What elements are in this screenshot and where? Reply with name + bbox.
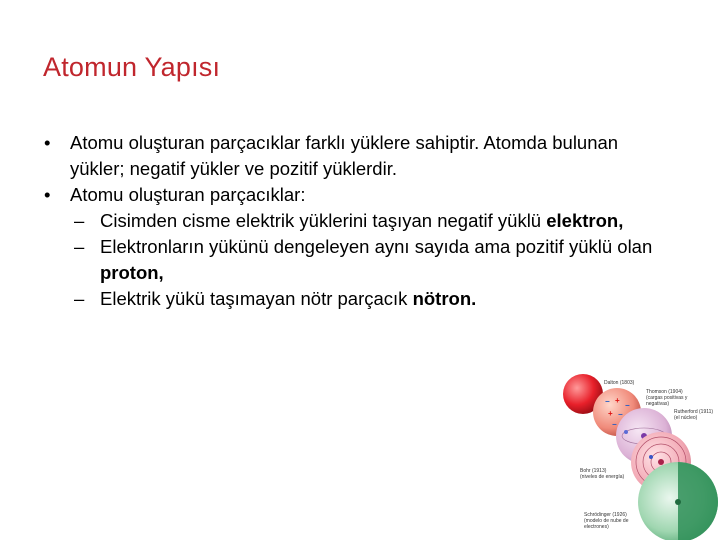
caption-rutherford-1: Rutherford (1911) (674, 409, 714, 415)
bullet-2 (44, 182, 674, 208)
caption-thomson-1: Thomson (1904) (646, 389, 683, 395)
sub-bullet-1-bold: elektron, (546, 210, 624, 231)
slide-body (44, 130, 674, 312)
svg-text:−: − (605, 397, 610, 406)
caption-schrodinger-2: (modelo de nube de (584, 518, 629, 524)
caption-thomson-2: (cargas positivas y (646, 395, 688, 401)
caption-bohr-2: (niveles de energía) (580, 474, 625, 480)
sub-bullet-3-text: Elektrik yükü taşımayan nötr parçacık (100, 288, 413, 309)
bullet-2-text: Atomu oluşturan parçacıklar: (70, 184, 306, 205)
svg-text:−: − (618, 410, 623, 419)
caption-rutherford-2: (el núcleo) (674, 415, 698, 421)
sub-bullet-2 (44, 234, 674, 286)
dash-icon: – (74, 288, 85, 309)
svg-text:−: − (612, 420, 617, 429)
sub-bullet-1-text: Cisimden cisme elektrik yüklerini taşıyan negatif yüklü (100, 210, 547, 231)
caption-bohr-1: Bohr (1913) (580, 468, 607, 474)
dash-icon: – (74, 210, 85, 231)
bullet-1 (44, 130, 674, 182)
sub-bullet-3-bold: nötron. (412, 288, 477, 309)
svg-text:+: + (615, 396, 620, 405)
slide-title: Atomun Yapısı (43, 52, 221, 82)
caption-schrodinger-1: Schrödinger (1926) (584, 512, 627, 518)
bullet-dot-icon: • (44, 184, 51, 205)
svg-text:+: + (608, 409, 613, 418)
sub-bullet-3 (44, 286, 674, 312)
caption-thomson-3: negativas) (646, 401, 670, 407)
atom-models-illustration (560, 372, 720, 540)
caption-schrodinger-3: electrones) (584, 524, 609, 530)
sub-bullet-1 (44, 208, 674, 234)
caption-dalton: Dalton (1803) (604, 380, 635, 386)
sub-bullet-2-bold: proton, (100, 262, 164, 283)
svg-text:−: − (625, 401, 630, 410)
bullet-1-text: Atomu oluşturan parçacıklar farklı yüklere sahiptir. Atomda bulunan yükler; negatif yükler ve pozitif yüklerdir. (70, 132, 619, 179)
sub-bullet-2-text: Elektronların yükünü dengeleyen aynı sayıda ama pozitif yüklü olan (100, 236, 653, 257)
dash-icon: – (74, 236, 85, 257)
bullet-dot-icon: • (44, 132, 51, 153)
